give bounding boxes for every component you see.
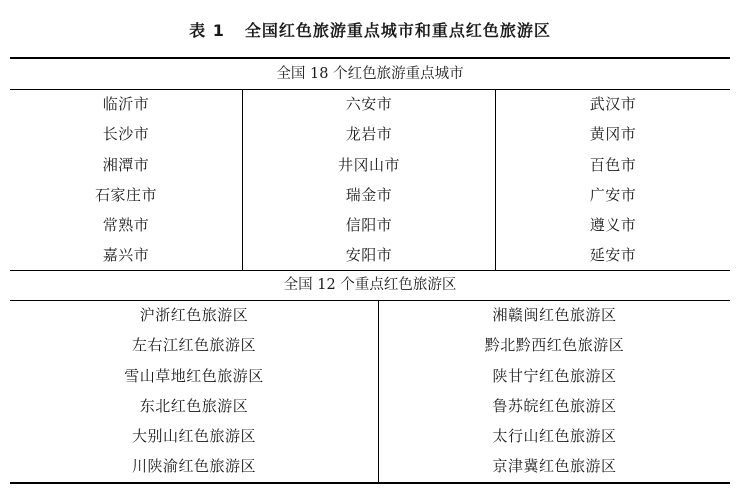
areas-top-rule — [10, 270, 730, 271]
city-cell: 嘉兴市 — [102, 246, 150, 265]
city-cell: 延安市 — [589, 246, 637, 265]
areas-column-2 — [379, 300, 730, 482]
cities-section-heading: 全国 18 个红色旅游重点城市 — [276, 66, 464, 82]
city-cell: 井冈山市 — [337, 155, 400, 174]
table-title — [0, 20, 740, 42]
city-cell: 常熟市 — [102, 216, 150, 235]
city-cell: 广安市 — [589, 185, 637, 204]
city-cell: 瑞金市 — [345, 185, 393, 204]
area-cell: 陕甘宁红色旅游区 — [492, 366, 617, 385]
city-cell: 信阳市 — [345, 216, 393, 235]
areas-column-1 — [10, 300, 378, 482]
area-cell: 川陕渝红色旅游区 — [131, 457, 256, 476]
table-caption: 全国红色旅游重点城市和重点红色旅游区 — [244, 21, 551, 40]
area-cell: 鲁苏皖红色旅游区 — [492, 396, 617, 415]
area-cell: 沪浙红色旅游区 — [139, 306, 249, 324]
area-cell: 黔北黔西红色旅游区 — [484, 336, 625, 355]
area-cell: 太行山红色旅游区 — [492, 427, 617, 446]
table-number: 表 1 — [189, 21, 225, 40]
area-cell: 东北红色旅游区 — [139, 396, 249, 415]
city-cell: 石家庄市 — [94, 185, 157, 204]
city-cell: 安阳市 — [345, 246, 393, 265]
area-cell: 左右江红色旅游区 — [131, 336, 256, 355]
area-cell: 湘赣闽红色旅游区 — [492, 306, 617, 324]
areas-section-heading: 全国 12 个重点红色旅游区 — [283, 277, 457, 293]
cities-column-2 — [243, 89, 495, 271]
cities-column-3 — [496, 89, 730, 271]
city-cell: 遵义市 — [589, 216, 637, 235]
city-cell: 临沂市 — [102, 95, 150, 113]
city-cell: 湘潭市 — [102, 155, 150, 174]
cities-column-1 — [10, 89, 242, 271]
city-cell: 龙岩市 — [345, 125, 393, 144]
city-cell: 六安市 — [345, 95, 393, 113]
area-cell: 京津冀红色旅游区 — [492, 457, 617, 476]
city-cell: 黄冈市 — [589, 125, 637, 144]
top-rule — [10, 57, 730, 59]
city-cell: 长沙市 — [102, 125, 150, 144]
area-cell: 大别山红色旅游区 — [131, 427, 256, 446]
city-cell: 百色市 — [589, 155, 637, 174]
city-cell: 武汉市 — [589, 95, 637, 113]
area-cell: 雪山草地红色旅游区 — [124, 366, 264, 385]
bottom-rule — [10, 482, 730, 484]
